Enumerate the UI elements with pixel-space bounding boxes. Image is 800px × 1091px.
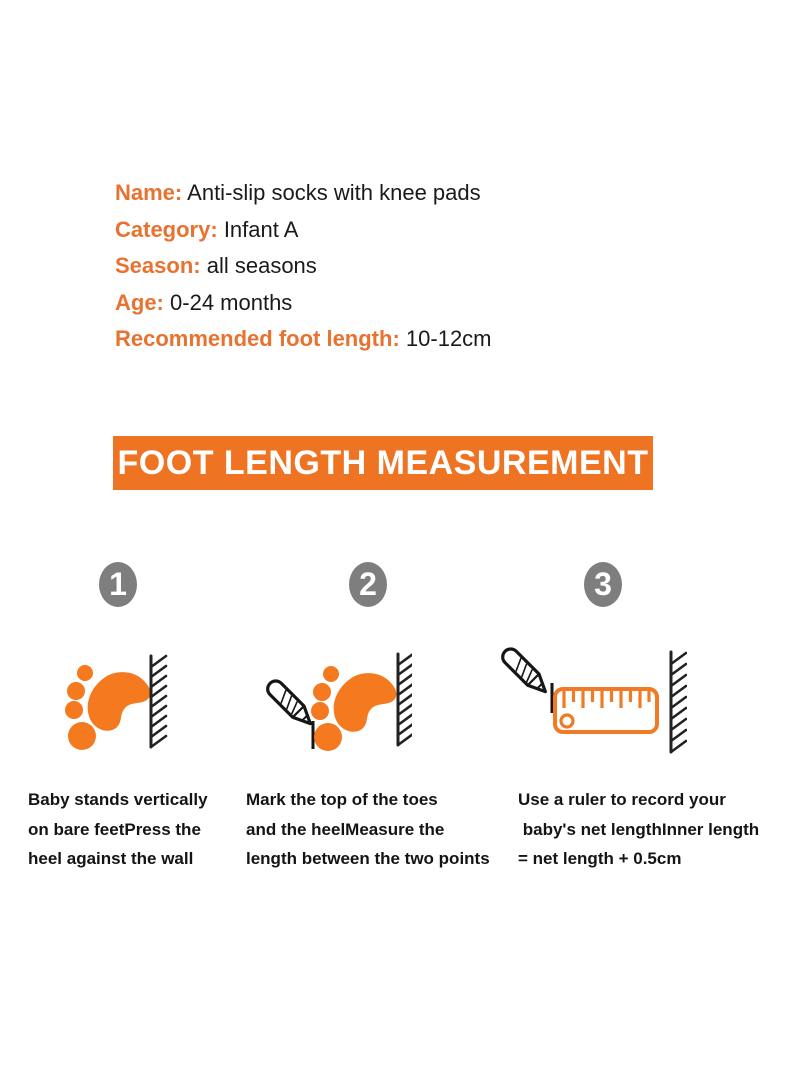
step-3-caption-line-1: Use a ruler to record your	[518, 790, 726, 809]
step-1-caption	[28, 785, 208, 874]
step-3-number-badge: 3	[584, 562, 622, 607]
footprint-shape	[65, 665, 150, 750]
pencil-marking-footprint-icon	[252, 644, 412, 768]
step-1-number-badge: 1	[99, 562, 137, 607]
product-footlength-value: 10-12cm	[405, 326, 492, 351]
step-3-caption-line-2: baby's net lengthInner length	[518, 819, 760, 839]
pencil-and-ruler-icon	[492, 644, 687, 768]
product-category-label: Category:	[115, 216, 218, 242]
product-season-value: all seasons	[206, 253, 317, 278]
product-footlength-row	[115, 321, 492, 358]
product-age-row	[115, 285, 492, 322]
step-1-caption-line-3: heel against the wall	[28, 849, 194, 868]
product-footlength-label: Recommended foot length:	[115, 326, 400, 351]
step-2-number-badge: 2	[349, 562, 387, 607]
product-info-block	[115, 175, 492, 358]
section-title-banner: FOOT LENGTH MEASUREMENT	[113, 436, 653, 490]
product-name-row	[115, 175, 492, 212]
baby-footprint-against-wall-icon	[52, 646, 187, 768]
step-1-caption-line-1: Baby stands vertically	[28, 790, 208, 809]
product-category-value: Infant A	[223, 216, 299, 242]
step-3-caption	[518, 785, 759, 874]
wall-hatch	[671, 652, 686, 752]
wall-hatch	[398, 654, 412, 745]
product-age-value: 0-24 months	[170, 289, 293, 315]
footprint-shape	[311, 666, 396, 751]
product-name-value: Anti-slip socks with knee pads	[187, 180, 481, 205]
ruler-icon	[555, 689, 657, 732]
step-2-caption-line-2: and the heelMeasure the	[246, 819, 445, 839]
pencil-icon	[499, 646, 551, 698]
product-category-row	[115, 212, 492, 249]
step-2-caption-line-3: length between the two points	[246, 849, 490, 868]
step-2-caption-line-1: Mark the top of the toes	[246, 790, 438, 809]
step-3-caption-line-3: = net length + 0.5cm	[518, 849, 682, 868]
step-2-caption	[246, 785, 490, 874]
pencil-icon	[264, 678, 316, 730]
product-age-label: Age:	[115, 289, 164, 315]
wall-hatch	[151, 656, 166, 747]
step-1-caption-line-2: on bare feetPress the	[28, 819, 201, 839]
product-season-row	[115, 248, 492, 285]
product-name-label: Name:	[115, 180, 183, 205]
product-season-label: Season:	[115, 253, 201, 278]
